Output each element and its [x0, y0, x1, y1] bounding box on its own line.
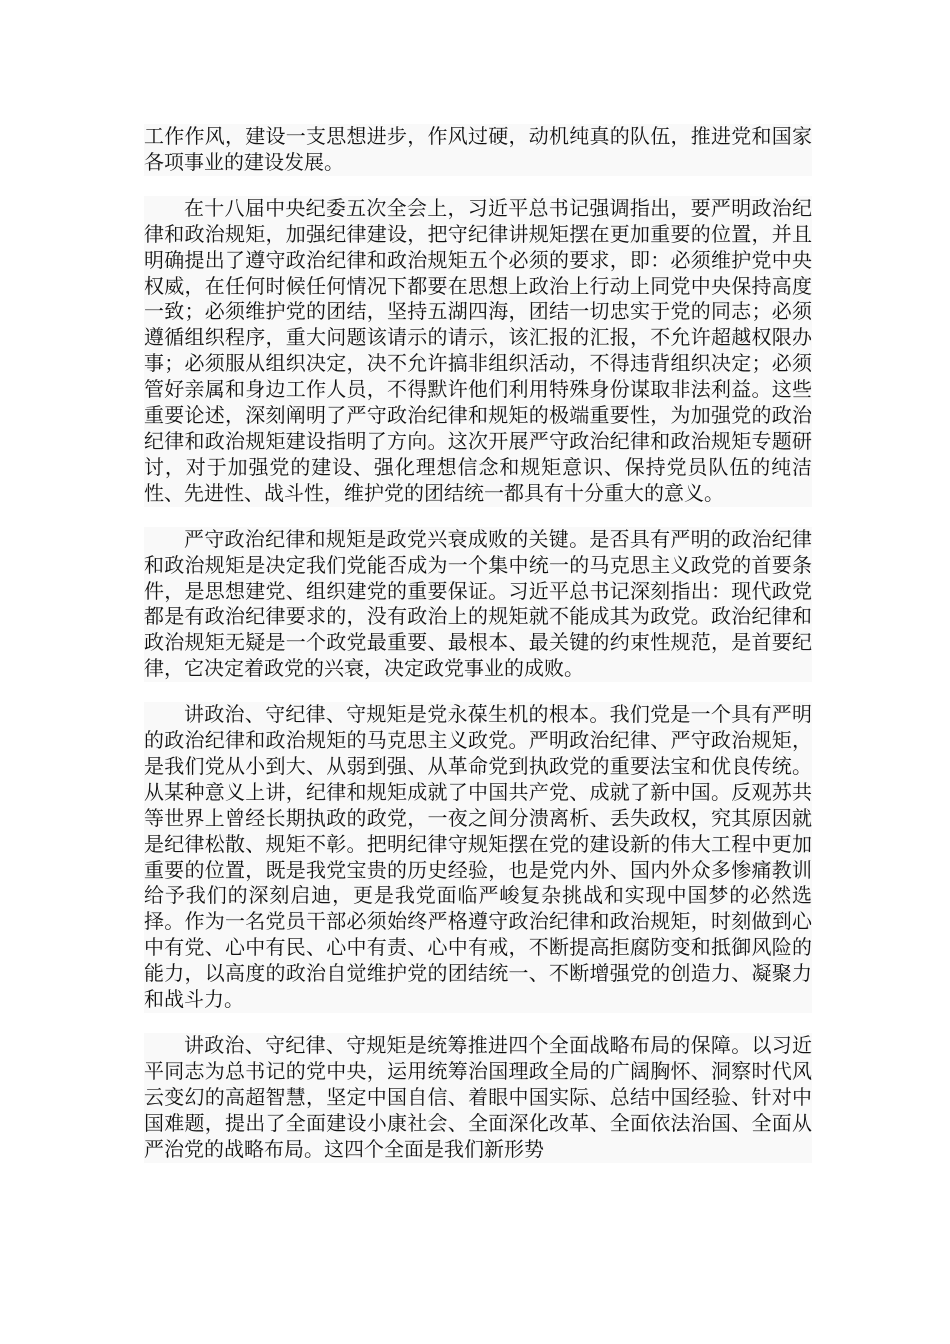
paragraph-gap — [144, 507, 812, 527]
paragraph-3: 严守政治纪律和规矩是政党兴衰成败的关键。是否具有严明的政治纪律和政治规矩是决定我们党能否成为一个集中统一的马克思主义政党的首要条件，是思想建党、组织建党的重要保证。习近平总书记深刻指出：现代政党都是有政治纪律要求的，没有政治上的规矩就不能成其为政党。政治纪律和政治规矩无疑是一个政党最重要、最根本、最关键的约束性规范，是首要纪律，它决定着政党的兴衰，决定政党事业的成败。 — [144, 526, 812, 681]
paragraph-5: 讲政治、守纪律、守规矩是统筹推进四个全面战略布局的保障。以习近平同志为总书记的党中央，运用统筹治国理政全局的广阔胸怀、洞察时代风云变幻的高超智慧，坚定中国自信、着眼中国实际、总结中国经验、针对中国难题，提出了全面建设小康社会、全面深化改革、全面依法治国、全面从严治党的战略布局。这四个全面是我们新形势 — [144, 1033, 812, 1161]
paragraph-gap — [144, 1013, 812, 1033]
document-body — [144, 124, 812, 1163]
paragraph-gap — [144, 682, 812, 702]
paragraph-1: 工作作风，建设一支思想进步，作风过硬，动机纯真的队伍，推进党和国家各项事业的建设发展。 — [144, 124, 812, 174]
paragraph-2: 在十八届中央纪委五次全会上，习近平总书记强调指出，要严明政治纪律和政治规矩，加强纪律建设，把守纪律讲规矩摆在更加重要的位置，并且明确提出了遵守政治纪律和政治规矩五个必须的要求，即：必须维护党中央权威，在任何时候任何情况下都要在思想上政治上行动上同党中央保持高度一致；必须维护党的团结，坚持五湖四海，团结一切忠实于党的同志；必须遵循组织程序，重大问题该请示的请示，该汇报的汇报，不允许超越权限办事；必须服从组织决定，决不允许搞非组织活动，不得违背组织决定；必须管好亲属和身边工作人员，不得默许他们利用特殊身份谋取非法利益。这些重要论述，深刻阐明了严守政治纪律和规矩的极端重要性，为加强党的政治纪律和政治规矩建设指明了方向。这次开展严守政治纪律和政治规矩专题研讨，对于加强党的建设、强化理想信念和规矩意识、保持党员队伍的纯洁性、先进性、战斗性，维护党的团结统一都具有十分重大的意义。 — [144, 195, 812, 505]
paragraph-4: 讲政治、守纪律、守规矩是党永葆生机的根本。我们党是一个具有严明的政治纪律和政治规矩的马克思主义政党。严明政治纪律、严守政治规矩，是我们党从小到大、从弱到强、从革命党到执政党的重要法宝和优良传统。从某种意义上讲，纪律和规矩成就了中国共产党、成就了新中国。反观苏共等世界上曾经长期执政的政党，一夜之间分溃离析、丢失政权，究其原因就是纪律松散、规矩不彰。把明纪律守规矩摆在党的建设新的伟大工程中更加重要的位置，既是我党宝贵的历史经验，也是党内外、国内外众多惨痛教训给予我们的深刻启迪，更是我党面临严峻复杂挑战和实现中国梦的必然选择。作为一名党员干部必须始终严格遵守政治纪律和政治规矩，时刻做到心中有党、心中有民、心中有责、心中有戒，不断提高拒腐防变和抵御风险的能力，以高度的政治自觉维护党的团结统一、不断增强党的创造力、凝聚力和战斗力。 — [144, 702, 812, 1012]
paragraph-gap — [144, 176, 812, 196]
